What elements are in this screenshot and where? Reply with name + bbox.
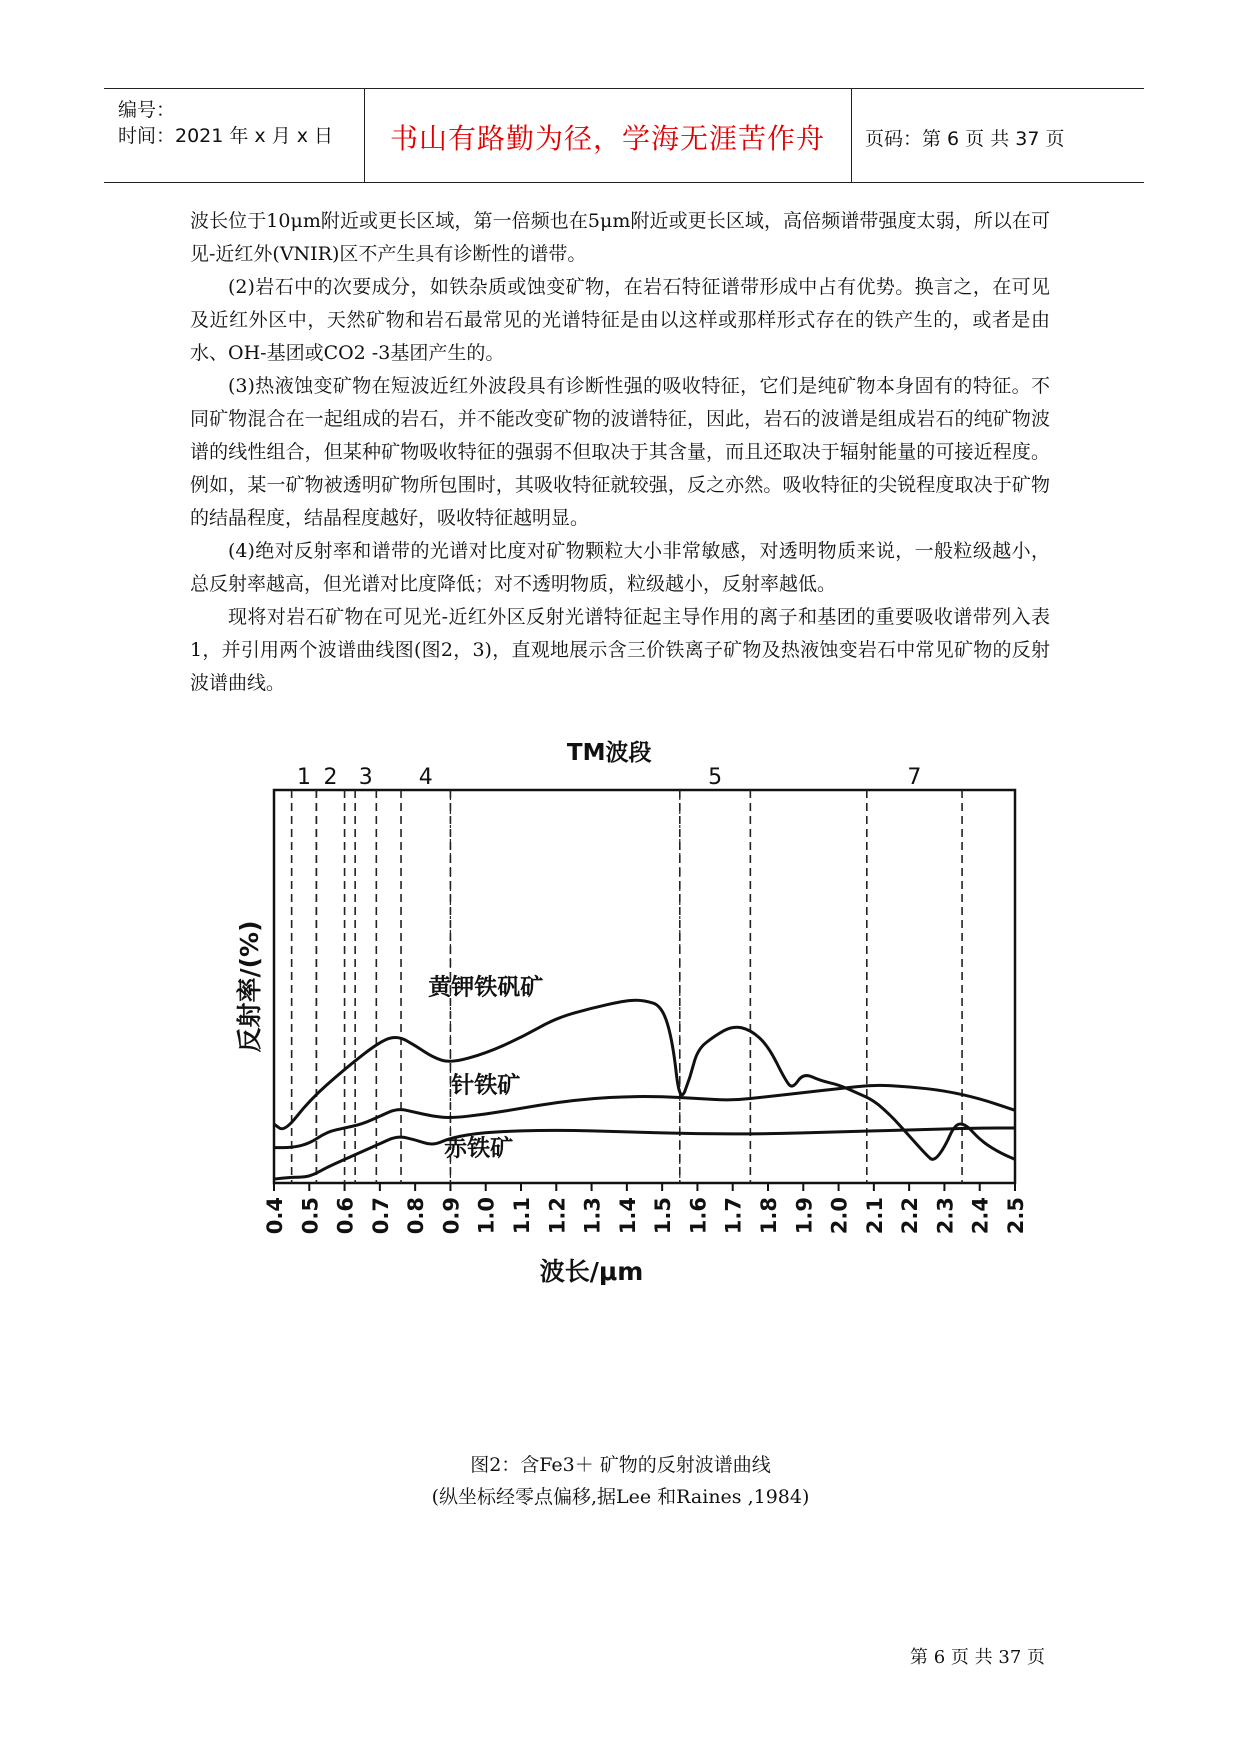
- x-tick-label: 1.9: [792, 1197, 817, 1235]
- series-line: [274, 1000, 1015, 1162]
- header-motto-cell: [364, 89, 852, 182]
- figure-caption: 图2：含Fe3＋ 矿物的反射波谱曲线: [470, 1454, 771, 1476]
- x-tick-label: 0.7: [368, 1197, 393, 1235]
- x-tick-label: 1.8: [757, 1197, 781, 1235]
- y-axis-label: 反射率/(%): [235, 920, 264, 1053]
- page-footer: 第 6 页 共 37 页: [910, 1647, 1045, 1668]
- series-line: [274, 1128, 1015, 1179]
- x-tick-label: 1.6: [686, 1197, 711, 1235]
- figure-caption-note: (纵坐标经零点偏移,据Lee 和Raines ,1984): [431, 1486, 810, 1508]
- header-motto: 书山有路勤为径，学海无涯苦作舟: [389, 122, 825, 155]
- paragraph: (2)岩石中的次要成分，如铁杂质或蚀变矿物，在岩石特征谱带形成中占有优势。换言之，在可见及近红外区中，天然矿物和岩石最常见的光谱特征是由以这样或那样形式存在的铁产生的，或者是由水、OH-基团或CO2 -3基团产生的。: [190, 276, 1050, 364]
- document-number-label: 编号：: [118, 99, 176, 121]
- tm-band-label: 2: [323, 765, 338, 790]
- x-tick-label: 0.6: [333, 1197, 358, 1235]
- x-tick-label: 1.5: [651, 1197, 676, 1235]
- x-axis-label: 波长/μm: [539, 1257, 644, 1286]
- x-tick-label: 1.7: [721, 1197, 746, 1235]
- plot-frame: [274, 790, 1015, 1183]
- page-header: [104, 88, 1144, 183]
- series-label: 黄钾铁矾矿: [428, 974, 544, 1001]
- x-tick-label: 2.1: [862, 1197, 887, 1235]
- tm-band-label: 3: [358, 765, 373, 790]
- tm-band-label: 7: [907, 765, 922, 790]
- paragraph: (3)热液蚀变矿物在短波近红外波段具有诊断性强的吸收特征，它们是纯矿物本身固有的特征。不同矿物混合在一起组成的岩石，并不能改变矿物的波谱特征，因此，岩石的波谱是组成岩石的纯矿物波谱的线性组合，但某种矿物吸收特征的强弱不但取决于其含量，而且还取决于辐射能量的可接近程度。例如，某一矿物被透明矿物所包围时，其吸收特征就较强，反之亦然。吸收特征的尖锐程度取决于矿物的结晶程度，结晶程度越好，吸收特征越明显。: [190, 375, 1050, 529]
- paragraph: (4)绝对反射率和谱带的光谱对比度对矿物颗粒大小非常敏感，对透明物质来说，一般粒级越小，总反射率越高，但光谱对比度降低；对不透明物质，粒级越小，反射率越低。: [190, 540, 1050, 595]
- chart-title: TM波段: [566, 740, 652, 766]
- x-tick-label: 1.4: [615, 1197, 640, 1235]
- x-tick-label: 0.4: [263, 1197, 287, 1235]
- paragraph: 波长位于10μm附近或更长区域，第一倍频也在5μm附近或更长区域，高倍频谱带强度太弱，所以在可见-近红外(VNIR)区不产生具有诊断性的谱带。: [190, 210, 1050, 265]
- x-tick-label: 1.0: [474, 1197, 499, 1235]
- x-tick-label: 1.1: [510, 1197, 534, 1235]
- x-tick-label: 2.2: [898, 1197, 923, 1235]
- x-tick-label: 2.5: [1004, 1197, 1028, 1235]
- chart-svg: [230, 720, 1030, 1420]
- x-tick-label: 1.2: [545, 1197, 570, 1235]
- header-page-number: 页码：第 6 页 共 37 页: [865, 128, 1065, 150]
- header-page-cell: [851, 89, 1144, 182]
- header-meta-cell: [104, 89, 365, 182]
- series-label: 赤铁矿: [444, 1135, 514, 1162]
- x-tick-label: 0.9: [439, 1197, 464, 1235]
- x-tick-label: 2.4: [968, 1197, 993, 1235]
- x-tick-label: 0.5: [298, 1197, 323, 1235]
- tm-band-label: 1: [296, 765, 311, 790]
- paragraph: 现将对岩石矿物在可见光-近红外区反射光谱特征起主导作用的离子和基团的重要吸收谱带列入表1，并引用两个波谱曲线图(图2，3)，直观地展示含三价铁离子矿物及热液蚀变岩石中常见矿物的反射波谱曲线。: [190, 606, 1050, 694]
- x-tick-label: 1.3: [580, 1197, 605, 1235]
- document-time-label: 时间：2021 年 x 月 x 日: [118, 125, 334, 147]
- body-text: [190, 205, 1050, 700]
- series-label: 针铁矿: [451, 1072, 521, 1099]
- series-line: [274, 1085, 1015, 1147]
- x-tick-label: 0.8: [404, 1197, 429, 1235]
- spectral-chart: [230, 720, 1030, 1420]
- tm-band-label: 4: [418, 765, 433, 790]
- x-tick-label: 2.3: [933, 1197, 958, 1235]
- tm-band-label: 5: [708, 765, 723, 790]
- x-tick-label: 2.0: [827, 1197, 852, 1235]
